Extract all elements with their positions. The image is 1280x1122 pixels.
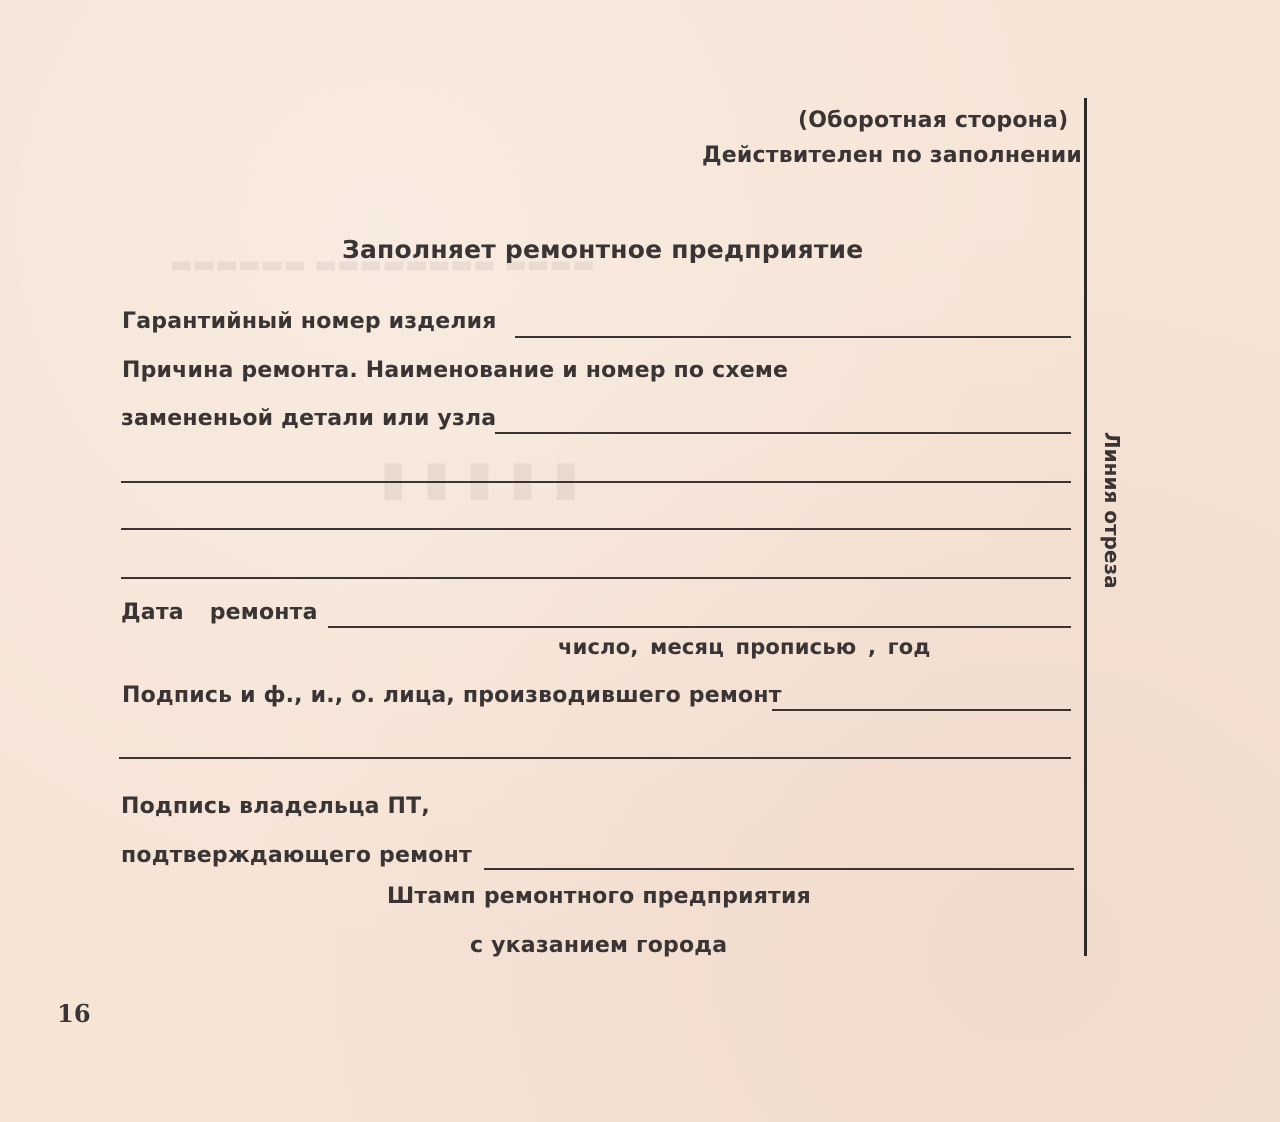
owner-signature-label: Подпись владельца ПТ, [121,794,430,819]
repair-reason-label: Причина ремонта. Наименование и номер по схеме [122,358,789,383]
stamp-label-2: с указанием города [470,933,728,958]
page-number: 16 [57,999,91,1028]
bleed-through-mark: ▬▬▬▬▬▬ ▬▬▬▬▬▬▬▬ ▬▬▬▬ [170,250,595,278]
repairer-signature-label: Подпись и ф., и., о. лица, производившего ремонт [122,683,782,708]
reverse-side-note: (Оборотная сторона) [798,108,1069,133]
replaced-part-label: замененьой детали или узла [121,406,497,431]
warranty-number-line [515,336,1071,338]
cut-line-label: Линия отреза [1100,432,1124,589]
form-title: Заполняет ремонтное предприятие [342,235,864,264]
blank-line-2 [121,528,1071,530]
warranty-number-label: Гарантийный номер изделия [122,309,497,334]
owner-signature-line [484,868,1074,870]
date-hint: число, месяц прописью , год [558,635,931,659]
valid-note: Действителен по заполнении [702,143,1083,168]
bleed-through-stamp: ▮ ▮ ▮ ▮ ▮ [380,450,579,506]
blank-line-3 [121,577,1071,579]
cut-line [1084,98,1087,956]
repairer-signature-line [772,709,1071,711]
blank-line-1 [121,481,1071,483]
owner-signature-label-2: подтверждающего ремонт [121,843,472,868]
repairer-signature-line-2 [119,757,1071,759]
repair-date-label: Дата ремонта [121,600,318,625]
stamp-label: Штамп ремонтного предприятия [387,884,811,909]
repair-date-line [328,626,1071,628]
replaced-part-line [495,432,1071,434]
